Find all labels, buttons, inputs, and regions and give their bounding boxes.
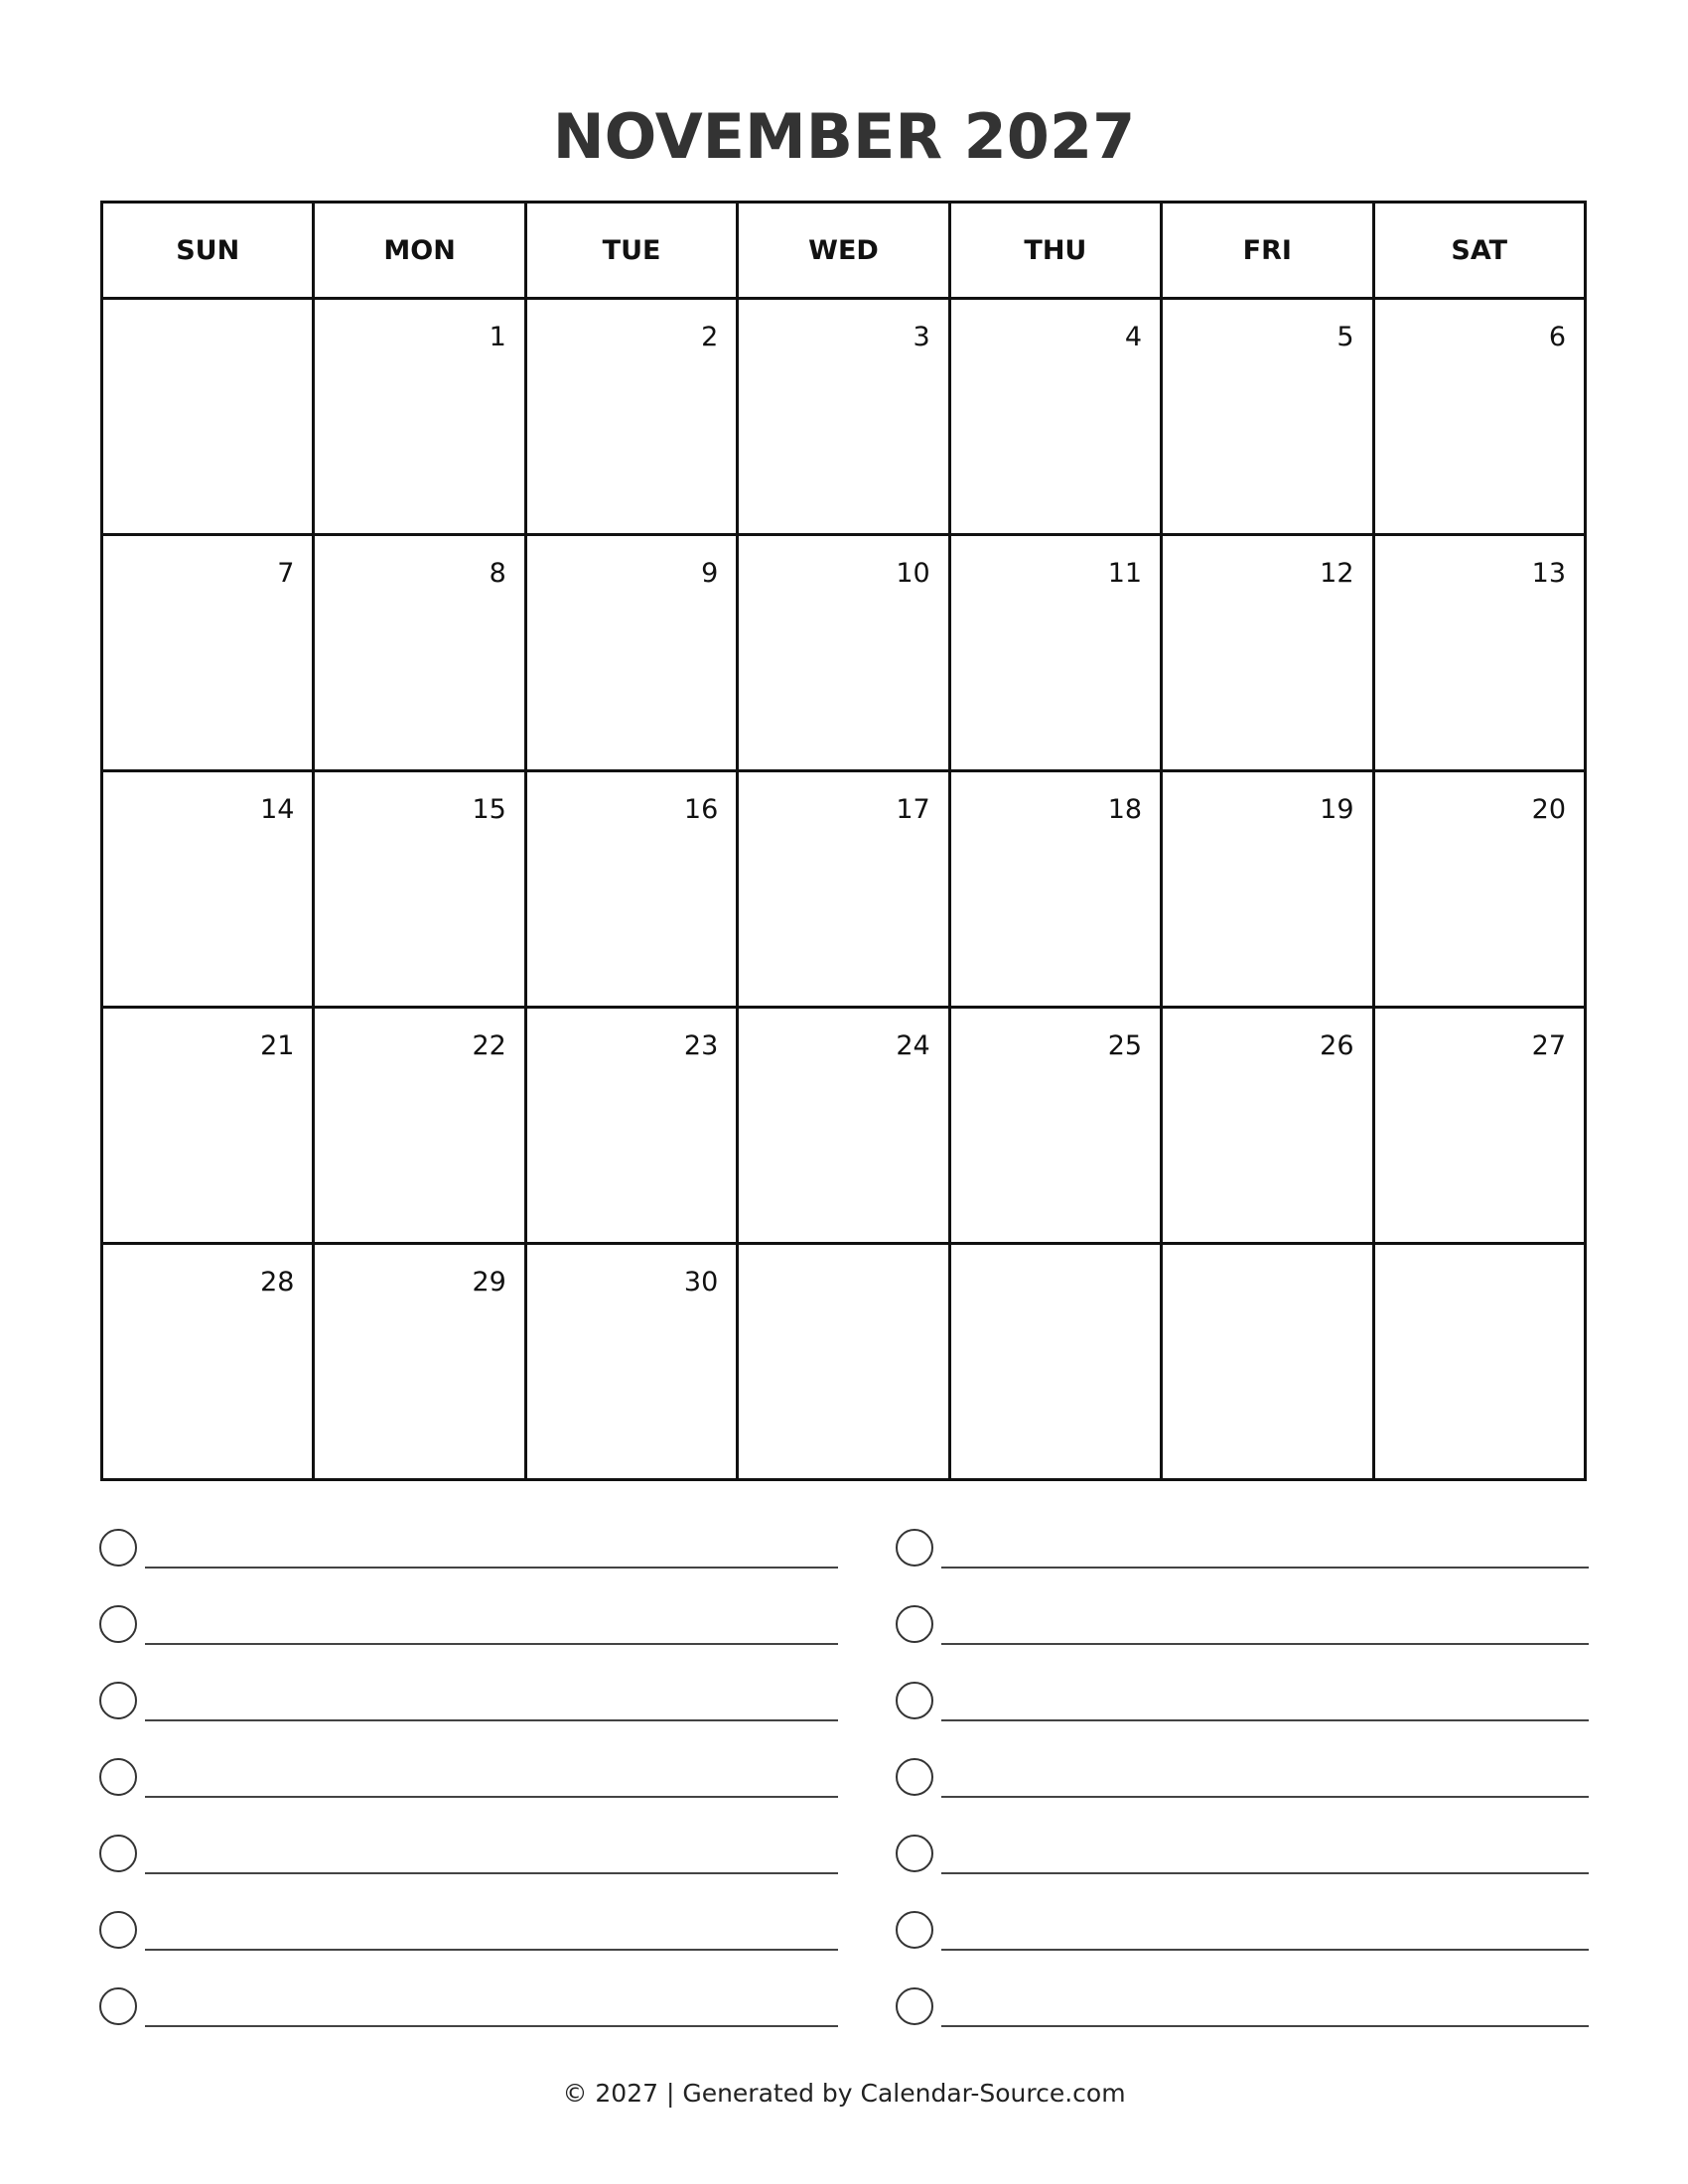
writing-line[interactable] (145, 1796, 838, 1798)
checkbox-circle-icon[interactable] (99, 1605, 137, 1643)
writing-line[interactable] (941, 1643, 1589, 1645)
day-number: 14 (260, 794, 295, 825)
day-cell[interactable] (1162, 535, 1373, 771)
day-number: 16 (683, 794, 719, 825)
day-number: 22 (472, 1030, 506, 1061)
day-number: 30 (683, 1267, 719, 1297)
checklist-item (896, 1681, 1589, 1757)
week-row-2 (102, 535, 1586, 771)
week-row-1 (102, 299, 1586, 535)
day-number: 17 (896, 794, 930, 825)
day-number: 7 (277, 558, 295, 589)
checkbox-circle-icon[interactable] (99, 1987, 137, 2025)
day-number: 28 (260, 1267, 295, 1297)
writing-line[interactable] (941, 1719, 1589, 1721)
writing-line[interactable] (145, 1949, 838, 1951)
day-cell[interactable] (314, 1244, 525, 1480)
day-cell[interactable] (1373, 299, 1585, 535)
checkbox-circle-icon[interactable] (896, 1682, 933, 1719)
day-cell[interactable] (1373, 535, 1585, 771)
checkbox-circle-icon[interactable] (896, 1529, 933, 1567)
day-number: 3 (913, 322, 930, 352)
week-row-5 (102, 1244, 1586, 1480)
checkbox-circle-icon[interactable] (99, 1911, 137, 1949)
checklist-item (896, 1834, 1589, 1910)
writing-line[interactable] (145, 1719, 838, 1721)
week-row-3 (102, 771, 1586, 1008)
day-cell[interactable] (1373, 771, 1585, 1008)
day-number: 2 (701, 322, 719, 352)
day-number (1375, 1245, 1584, 1267)
day-cell[interactable] (314, 299, 525, 535)
day-cell[interactable] (102, 1008, 314, 1244)
day-number: 13 (1531, 558, 1566, 589)
writing-line[interactable] (145, 1643, 838, 1645)
day-cell[interactable] (949, 1008, 1161, 1244)
day-cell[interactable] (949, 1244, 1161, 1480)
day-cell[interactable] (102, 299, 314, 535)
day-cell[interactable] (314, 535, 525, 771)
weekday-header-sat: SAT (1373, 203, 1585, 299)
page-title: NOVEMBER 2027 (552, 100, 1136, 173)
day-number: 9 (701, 558, 719, 589)
writing-line[interactable] (941, 1872, 1589, 1874)
day-cell[interactable] (738, 1244, 949, 1480)
day-number: 23 (683, 1030, 719, 1061)
day-number: 25 (1107, 1030, 1143, 1061)
day-cell[interactable] (738, 1008, 949, 1244)
day-cell[interactable] (738, 535, 949, 771)
day-cell[interactable] (949, 771, 1161, 1008)
day-cell[interactable] (1162, 299, 1373, 535)
checklist-item (896, 1604, 1589, 1681)
day-number: 19 (1320, 794, 1354, 825)
checklist-item (99, 1910, 838, 1986)
writing-line[interactable] (145, 1567, 838, 1569)
week-row-4 (102, 1008, 1586, 1244)
day-cell[interactable] (1162, 1244, 1373, 1480)
writing-line[interactable] (941, 1796, 1589, 1798)
checklist-item (896, 1910, 1589, 1986)
day-number: 15 (472, 794, 506, 825)
day-number: 29 (472, 1267, 506, 1297)
day-number: 1 (489, 322, 506, 352)
day-number: 12 (1320, 558, 1354, 589)
checkbox-circle-icon[interactable] (99, 1682, 137, 1719)
day-number: 21 (260, 1030, 295, 1061)
day-number: 27 (1531, 1030, 1566, 1061)
day-cell[interactable] (949, 535, 1161, 771)
checklist-left (99, 1528, 838, 2063)
day-number: 5 (1336, 322, 1354, 352)
weekday-header-thu: THU (949, 203, 1161, 299)
day-cell[interactable] (525, 1244, 737, 1480)
checkbox-circle-icon[interactable] (99, 1529, 137, 1567)
day-cell[interactable] (738, 771, 949, 1008)
checkbox-circle-icon[interactable] (896, 1911, 933, 1949)
day-cell[interactable] (1373, 1008, 1585, 1244)
day-cell[interactable] (102, 1244, 314, 1480)
day-number: 6 (1548, 322, 1566, 352)
footer-credit: © 2027 | Generated by Calendar-Source.com (562, 2079, 1126, 2108)
checklist-right (896, 1528, 1589, 2063)
checkbox-circle-icon[interactable] (99, 1758, 137, 1796)
day-cell[interactable] (1373, 1244, 1585, 1480)
day-number (1163, 1245, 1371, 1267)
writing-line[interactable] (941, 1567, 1589, 1569)
checklist-item (896, 1986, 1589, 2063)
day-number (103, 300, 312, 322)
day-cell[interactable] (525, 1008, 737, 1244)
checkbox-circle-icon[interactable] (896, 1835, 933, 1872)
day-cell[interactable] (1162, 1008, 1373, 1244)
day-number: 10 (896, 558, 930, 589)
checklist-item (99, 1757, 838, 1834)
day-cell[interactable] (525, 771, 737, 1008)
day-number: 8 (489, 558, 506, 589)
checklist-item (99, 1604, 838, 1681)
day-cell[interactable] (525, 535, 737, 771)
day-cell[interactable] (102, 535, 314, 771)
day-number: 11 (1107, 558, 1143, 589)
day-cell[interactable] (949, 299, 1161, 535)
writing-line[interactable] (941, 2025, 1589, 2027)
checklist-item (99, 1528, 838, 1604)
day-cell[interactable] (102, 771, 314, 1008)
weekday-header-tue: TUE (525, 203, 737, 299)
day-cell[interactable] (314, 1008, 525, 1244)
day-number: 4 (1124, 322, 1143, 352)
weekday-header-fri: FRI (1162, 203, 1373, 299)
checkbox-circle-icon[interactable] (99, 1835, 137, 1872)
day-number (951, 1245, 1160, 1267)
checkbox-circle-icon[interactable] (896, 1758, 933, 1796)
writing-line[interactable] (145, 2025, 838, 2027)
day-cell[interactable] (1162, 771, 1373, 1008)
writing-line[interactable] (941, 1949, 1589, 1951)
month-calendar-grid (100, 201, 1587, 1481)
checkbox-circle-icon[interactable] (896, 1605, 933, 1643)
day-cell[interactable] (314, 771, 525, 1008)
checklist-item (99, 1986, 838, 2063)
day-number: 18 (1107, 794, 1143, 825)
weekday-header-wed: WED (738, 203, 949, 299)
day-number: 24 (896, 1030, 930, 1061)
weekday-header-sun: SUN (102, 203, 314, 299)
day-number: 20 (1531, 794, 1566, 825)
writing-line[interactable] (145, 1872, 838, 1874)
weekday-header-mon: MON (314, 203, 525, 299)
weekday-header-row (102, 203, 1586, 299)
day-cell[interactable] (738, 299, 949, 535)
day-cell[interactable] (525, 299, 737, 535)
checklist-item (99, 1681, 838, 1757)
checkbox-circle-icon[interactable] (896, 1987, 933, 2025)
checklist-item (896, 1528, 1589, 1604)
checklist-item (896, 1757, 1589, 1834)
day-number (739, 1245, 947, 1267)
day-number: 26 (1320, 1030, 1354, 1061)
checklist-item (99, 1834, 838, 1910)
